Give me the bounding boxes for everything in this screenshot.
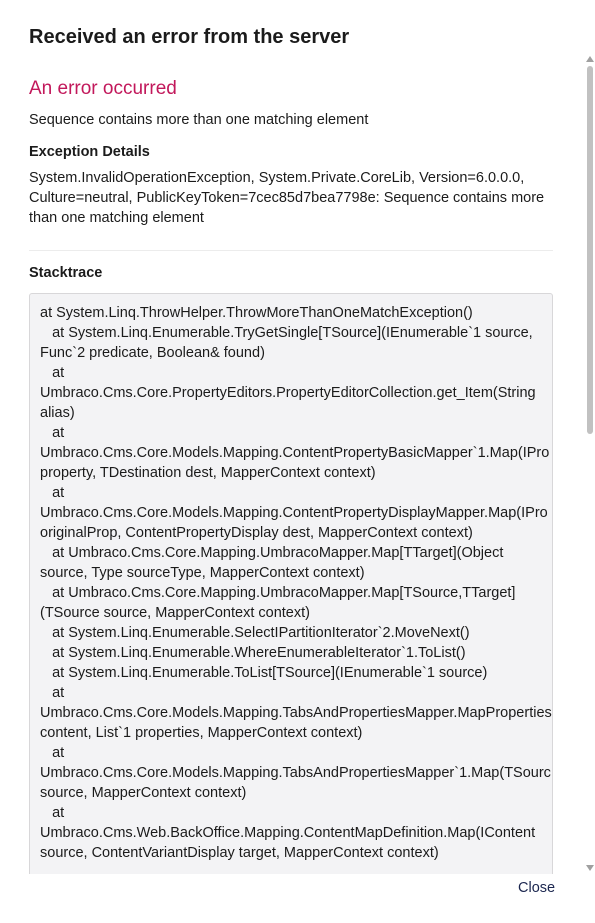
error-message: Sequence contains more than one matching element [29,112,369,128]
stacktrace-line: alias) [40,405,75,421]
stacktrace-line: Umbraco.Cms.Core.Models.Mapping.TabsAndPropertiesMapper.MapProperties [40,705,552,721]
scroll-down-arrow-icon[interactable] [586,865,594,871]
dialog-scrollbar[interactable] [585,56,595,871]
stacktrace-line: source, MapperContext context) [40,785,247,801]
stacktrace-line: at System.Linq.Enumerable.TryGetSingle[TSource](IEnumerable`1 source, [40,325,533,341]
stacktrace-line: at System.Linq.Enumerable.ToList[TSource](IEnumerable`1 source) [40,665,488,681]
stacktrace-line: at [40,805,65,821]
stacktrace-line: at Umbraco.Cms.Core.Mapping.UmbracoMapper.Map[TSource,TTarget] [40,585,516,601]
dialog-scroll-content[interactable] [0,68,585,874]
stacktrace-line: property, TDestination dest, MapperContext context) [40,465,376,481]
stacktrace-line: Umbraco.Cms.Core.PropertyEditors.PropertyEditorCollection.get_Item(String [40,385,536,401]
scrollbar-thumb[interactable] [587,66,593,434]
stacktrace-title: Stacktrace [29,265,103,281]
stacktrace-line: source, Type sourceType, MapperContext context) [40,565,365,581]
stacktrace-line: content, List`1 properties, MapperContext context) [40,725,363,741]
stacktrace-line: source, ContentVariantDisplay target, MapperContext context) [40,845,439,861]
stacktrace-line: at [40,485,65,501]
stacktrace-line: at System.Linq.ThrowHelper.ThrowMoreThanOneMatchException() [40,305,473,321]
exception-details-text: System.InvalidOperationException, System.Private.CoreLib, Version=6.0.0.0, Culture=neutral, PublicKeyToken=7cec85d7bea7798e: Sequence contains more than one matching element [29,170,545,226]
stacktrace-line: (TSource source, MapperContext context) [40,605,310,621]
error-heading: An error occurred [29,78,177,99]
stacktrace-line: at System.Linq.Enumerable.SelectIPartitionIterator`2.MoveNext() [40,625,470,641]
stacktrace-line: at [40,745,65,761]
stacktrace-line: at [40,365,65,381]
exception-details-title: Exception Details [29,144,150,160]
stacktrace-line: Umbraco.Cms.Core.Models.Mapping.ContentPropertyDisplayMapper.Map(IPro [40,505,548,521]
stacktrace-line: Umbraco.Cms.Web.BackOffice.Mapping.ContentMapDefinition.Map(IContent [40,825,536,841]
section-divider [29,250,553,251]
dialog-title: Received an error from the server [29,26,350,48]
stacktrace-line: at System.Linq.Enumerable.WhereEnumerableIterator`1.ToList() [40,645,466,661]
close-button[interactable]: Close [510,876,563,900]
stacktrace-line: at [40,425,65,441]
stacktrace-line: Umbraco.Cms.Core.Models.Mapping.TabsAndPropertiesMapper`1.Map(TSourc [40,765,551,781]
stacktrace-line: at [40,685,65,701]
stacktrace-line: Func`2 predicate, Boolean& found) [40,345,265,361]
stacktrace-line: at Umbraco.Cms.Core.Mapping.UmbracoMapper.Map[TTarget](Object [40,545,504,561]
stacktrace-line: Umbraco.Cms.Core.Models.Mapping.ContentPropertyBasicMapper`1.Map(IPro [40,445,550,461]
stacktrace-box[interactable] [29,293,553,874]
stacktrace-line: originalProp, ContentPropertyDisplay dest, MapperContext context) [40,525,473,541]
scroll-up-arrow-icon[interactable] [586,56,594,62]
